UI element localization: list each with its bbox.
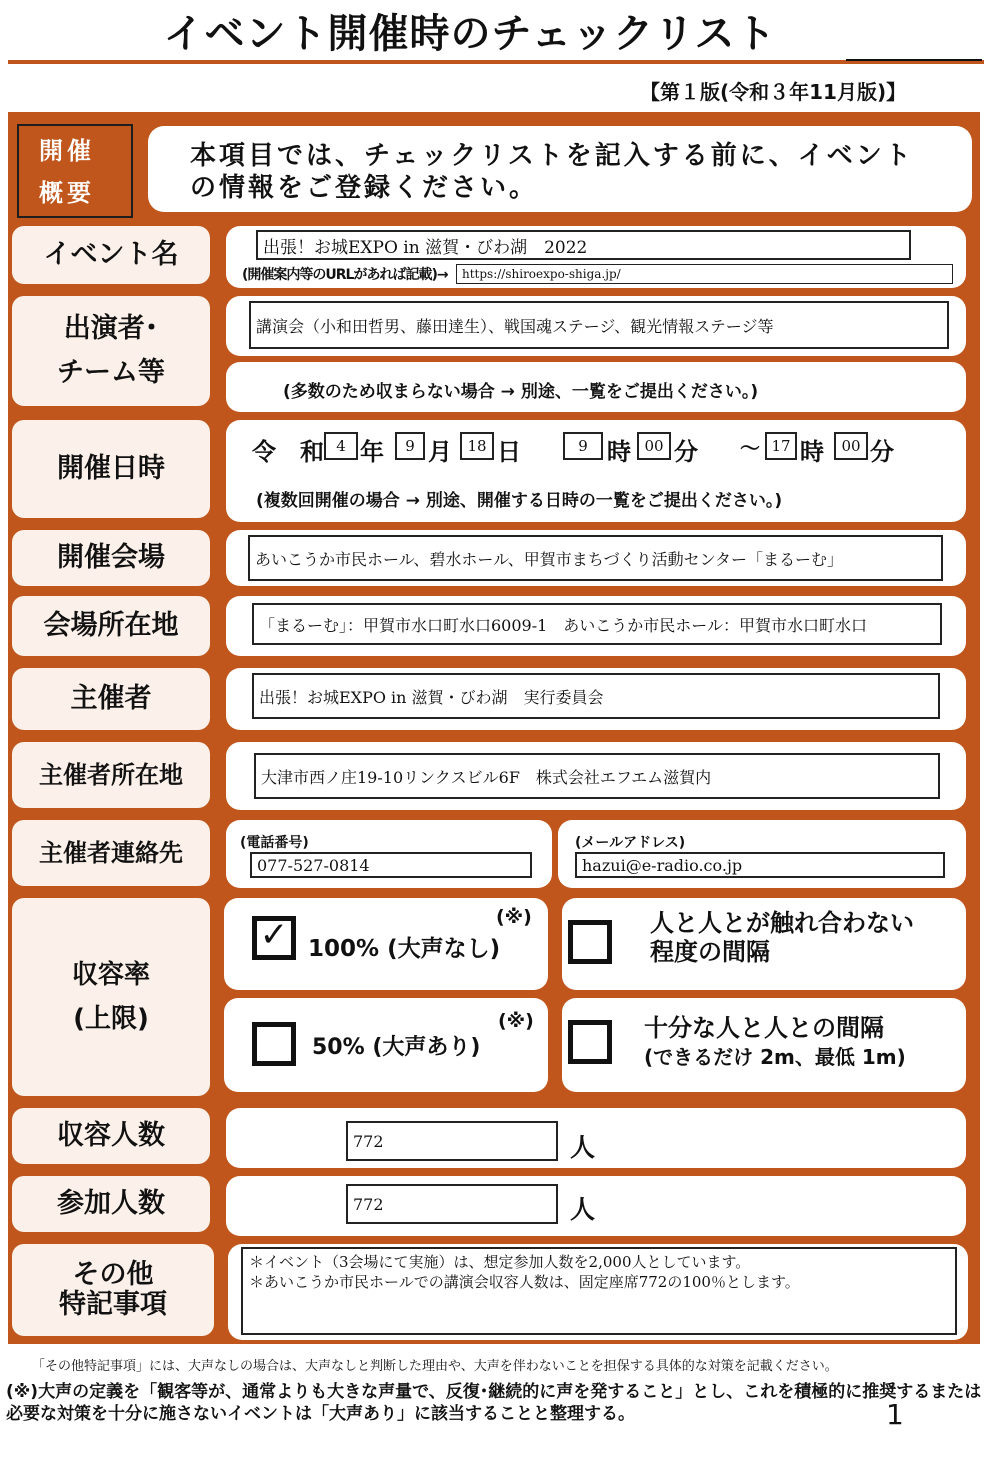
remarks-label-line1: その他 [72, 1259, 154, 1290]
performers-field[interactable]: 講演会（小和田哲男、藤田達生）、戦国魂ステージ、観光情報ステージ等 [249, 301, 949, 349]
opt-50-label: 50% (大声あり) [312, 1035, 481, 1060]
spacing2-label-line2: (できるだけ 2m、最低 1m) [644, 1045, 906, 1069]
organizer-field[interactable]: 出張！お城EXPO in 滋賀・びわ湖 実行委員会 [252, 673, 940, 719]
remarks-line2: ＊あいこうか市民ホールでの講演会収容人数は、固定座席772の100％とします。 [249, 1273, 800, 1291]
event-url-hint: (開催案内等のURLがあれば記載)→ [242, 267, 448, 283]
participants-panel [226, 1176, 966, 1236]
start-hour-field[interactable]: 9 [563, 432, 603, 460]
year-field[interactable]: 4 [324, 432, 358, 460]
remarks-line1: ＊イベント（3会場にて実施）は、想定参加人数を2,000人としています。 [249, 1253, 751, 1271]
end-min-field[interactable]: 00 [834, 432, 868, 460]
footer-note-loud-voice: (※)大声の定義を「観客等が、通常よりも大きな声量で、反復･継続的に声を発すること」とし、これを積極的に推奨するまたは必要な対策を十分に施さないイベントは「大声あり」に該当することと整理する。 [6, 1382, 982, 1424]
phone-field[interactable]: 077-527-0814 [250, 852, 532, 878]
end-min-unit: 分 [870, 438, 894, 466]
spacing1-checkbox[interactable] [568, 920, 612, 964]
spacing2-label [644, 1014, 906, 1072]
spacing1-label-line2: 程度の間隔 [650, 938, 770, 966]
check-mark-icon: ✓ [259, 915, 289, 955]
remarks-label [12, 1244, 214, 1336]
day-field[interactable]: 18 [460, 432, 494, 460]
capacity-rate-label-line1: 収容率 [71, 960, 150, 990]
event-url-field[interactable]: https://shiroexpo-shiga.jp/ [456, 264, 953, 284]
organizer-label: 主催者 [12, 668, 210, 730]
overview-tag-line2: 概要 [39, 179, 95, 207]
day-unit: 日 [497, 438, 521, 466]
spacing2-checkbox[interactable] [568, 1020, 612, 1064]
era-label: 令 和 [252, 438, 324, 466]
overview-intro-line2: の情報をご登録ください。 [190, 173, 539, 203]
performers-label-line2: チーム等 [57, 357, 165, 388]
title-underline-thin [846, 59, 982, 61]
page-number: 1 [886, 1398, 904, 1431]
page-title: イベント開催時のチェックリスト [163, 11, 777, 57]
event-name-field[interactable]: 出張！お城EXPO in 滋賀・びわ湖 2022 [256, 230, 911, 260]
start-min-unit: 分 [674, 438, 698, 466]
overview-intro [148, 126, 972, 212]
datetime-note: (複数回開催の場合 → 別途、開催する日時の一覧をご提出ください。) [256, 491, 783, 511]
remarks-field[interactable] [241, 1247, 957, 1335]
capacity-label: 収容人数 [12, 1108, 210, 1164]
organizer-contact-label: 主催者連絡先 [12, 820, 210, 886]
start-min-field[interactable]: 00 [637, 432, 671, 460]
capacity-rate-label [12, 898, 210, 1096]
datetime-label: 開催日時 [12, 420, 210, 518]
organizer-address-field[interactable]: 大津市西ノ庄19-10リンクスビル6F 株式会社エフエム滋賀内 [254, 753, 940, 799]
capacity-panel [226, 1108, 966, 1168]
performers-label-line1: 出演者･ [63, 313, 159, 344]
start-hour-unit: 時 [607, 438, 631, 466]
participants-field[interactable]: 772 [346, 1184, 558, 1224]
overview-intro-line1: 本項目では、チェックリストを記入する前に、イベント [190, 141, 914, 171]
participants-unit: 人 [570, 1195, 596, 1224]
performers-label [12, 296, 210, 406]
end-hour-unit: 時 [800, 438, 824, 466]
opt-50-checkbox[interactable] [252, 1022, 296, 1066]
event-name-label: イベント名 [12, 226, 210, 284]
opt-100-asterisk: (※) [496, 906, 532, 928]
footer-note-remarks: 「その他特記事項」には、大声なしの場合は、大声なしと判断した理由や、大声を伴わないことを担保する具体的な対策を記載ください。 [32, 1359, 838, 1374]
phone-label: (電話番号) [240, 835, 309, 851]
spacing2-label-line1: 十分な人と人との間隔 [644, 1014, 884, 1042]
capacity-field[interactable]: 772 [346, 1121, 558, 1161]
email-label: (メールアドレス) [575, 835, 686, 851]
remarks-label-line2: 特記事項 [59, 1289, 167, 1320]
overview-tag [17, 124, 133, 218]
spacing1-label-line1: 人と人とが触れ合わない [650, 909, 914, 937]
performers-note: (多数のため収まらない場合 → 別途、一覧をご提出ください。) [283, 382, 759, 402]
venue-address-field[interactable]: 「まるーむ」：甲賀市水口町水口6009-1 あいこうか市民ホール：甲賀市水口町水口 [252, 603, 942, 645]
year-unit: 年 [360, 438, 384, 466]
time-range-tilde: ～ [740, 436, 760, 460]
end-hour-field[interactable]: 17 [765, 432, 797, 460]
month-field[interactable]: 9 [395, 432, 425, 460]
capacity-rate-label-line2: (上限) [73, 1004, 149, 1034]
capacity-unit: 人 [570, 1133, 596, 1162]
opt-100-label: 100% (大声なし) [308, 936, 501, 962]
venue-field[interactable]: あいこうか市民ホール、碧水ホール、甲賀市まちづくり活動センター「まるーむ」 [248, 535, 943, 581]
email-field[interactable]: hazui@e-radio.co.jp [575, 852, 945, 878]
spacing1-label [650, 909, 914, 967]
venue-label: 開催会場 [12, 530, 210, 586]
venue-address-label: 会場所在地 [12, 596, 210, 656]
month-unit: 月 [428, 438, 452, 466]
participants-label: 参加人数 [12, 1176, 210, 1232]
opt-100-checkbox[interactable] [252, 916, 296, 960]
edition-label: 【第１版(令和３年11月版)】 [640, 80, 907, 104]
opt-50-asterisk: (※) [498, 1010, 534, 1032]
overview-tag-line1: 開催 [39, 137, 95, 165]
title-underline [8, 60, 984, 64]
organizer-address-label: 主催者所在地 [12, 742, 210, 808]
